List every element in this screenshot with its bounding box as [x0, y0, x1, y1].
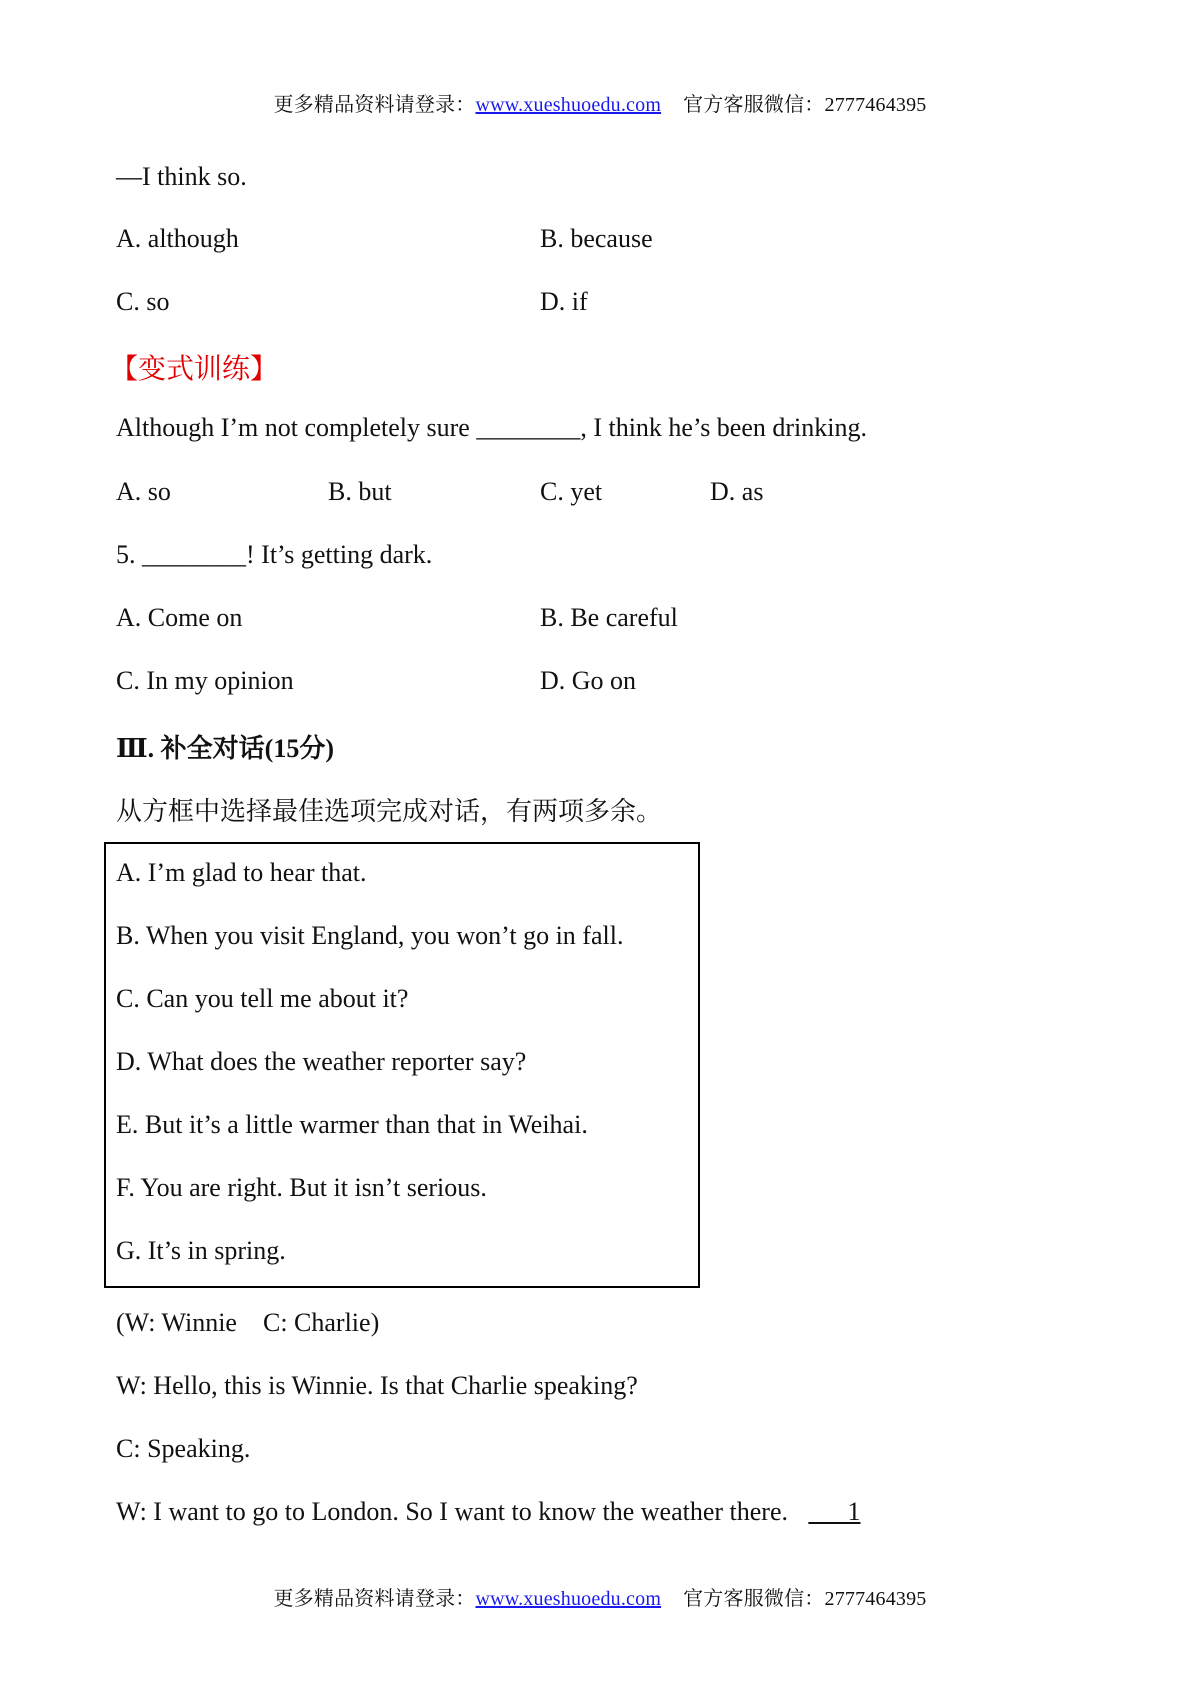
q4-tail: —I think so. [116, 162, 247, 191]
variant-option-b: B. but [328, 477, 392, 506]
variant-option-c: C. yet [540, 477, 603, 506]
box-option-e: E. But it’s a little warmer than that in Weihai. [116, 1110, 588, 1139]
box-option-d: D. What does the weather reporter say? [116, 1047, 527, 1076]
variant-option-d: D. as [710, 477, 764, 506]
q5-option-b: B. Be careful [540, 603, 678, 632]
box-option-g: G. It’s in spring. [116, 1236, 286, 1265]
q4-option-b: B. because [540, 224, 653, 253]
footer-wechat: 官方客服微信：2777464395 [683, 1588, 927, 1610]
footer-prefix: 更多精品资料请登录： [273, 1588, 476, 1610]
header-prefix: 更多精品资料请登录： [273, 94, 476, 116]
footer-link[interactable]: www.xueshuoedu.com [475, 1588, 662, 1610]
dialogue-line-3-text: W: I want to go to London. So I want to know the weather there. [116, 1497, 788, 1526]
options-box [104, 842, 700, 1288]
variant-question: Although I’m not completely sure ________, I think he’s been drinking. [116, 413, 867, 442]
q5-question: 5. ________! It’s getting dark. [116, 540, 433, 569]
q4-option-d: D. if [540, 287, 588, 316]
blank-1: ___1 [808, 1497, 861, 1526]
dialogue-line-2: C: Speaking. [116, 1434, 251, 1463]
section3-title: Ⅲ. 补全对话(15分) [116, 734, 334, 763]
box-option-b: B. When you visit England, you won’t go in fall. [116, 921, 624, 950]
dialogue-line-3 [116, 1497, 861, 1527]
box-option-a: A. I’m glad to hear that. [116, 858, 367, 887]
q5-option-c: C. In my opinion [116, 666, 294, 695]
box-option-f: F. You are right. But it isn’t serious. [116, 1173, 487, 1202]
q4-option-c: C. so [116, 287, 170, 316]
page-header [0, 88, 1200, 117]
dialogue-roles: (W: Winnie C: Charlie) [116, 1308, 380, 1337]
q5-option-a: A. Come on [116, 603, 243, 632]
q5-option-d: D. Go on [540, 666, 637, 695]
header-wechat: 官方客服微信：2777464395 [683, 94, 927, 116]
q4-option-a: A. although [116, 224, 239, 253]
variant-option-a: A. so [116, 477, 171, 506]
box-option-c: C. Can you tell me about it? [116, 984, 409, 1013]
header-link[interactable]: www.xueshuoedu.com [475, 94, 662, 116]
section3-instruction: 从方框中选择最佳选项完成对话，有两项多余。 [116, 797, 663, 826]
dialogue-line-1: W: Hello, this is Winnie. Is that Charlie speaking? [116, 1371, 638, 1400]
page-footer [0, 1582, 1200, 1611]
variant-title: 【变式训练】 [110, 354, 279, 385]
